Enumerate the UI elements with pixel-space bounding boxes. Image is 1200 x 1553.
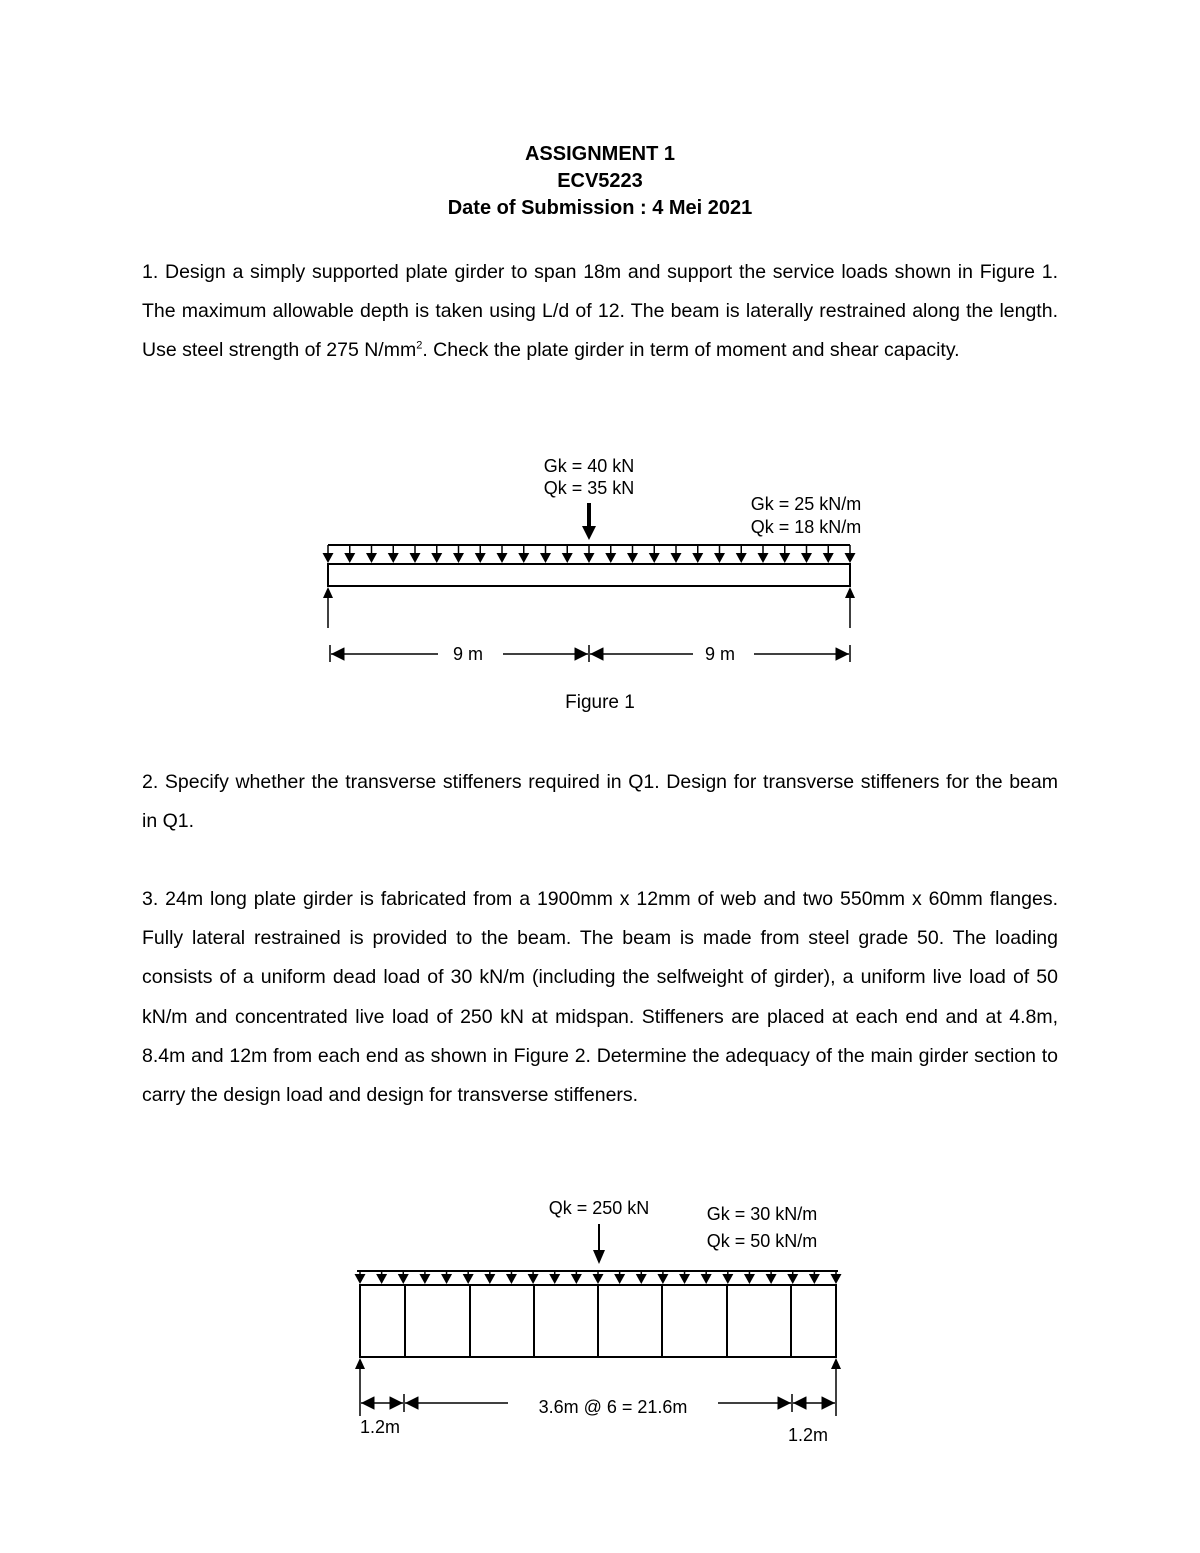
udl-arrowhead — [484, 1274, 495, 1284]
udl-arrowhead — [701, 1274, 712, 1284]
udl-arrowhead — [779, 553, 790, 563]
figure-1-support-right-arrow — [845, 587, 855, 598]
question-2: 2. Specify whether the transverse stiffeners required in Q1. Design for transverse stiffeners for the beam in Q1. — [142, 771, 1058, 833]
udl-arrowhead — [410, 553, 421, 563]
udl-arrowhead — [571, 1274, 582, 1284]
udl-arrowhead — [605, 553, 616, 563]
question-1-text: 1. Design a simply supported plate girder to span 18m and support the service loads shown in Figure 1. The maximum allowable depth is taken using L/d of 12. The beam is laterally restrained along the length. Use steel strength of 275 N/mm — [142, 261, 1058, 362]
udl-arrowhead — [431, 553, 442, 563]
udl-arrowhead — [766, 1274, 777, 1284]
figure-1-point-gk: Gk = 40 kN — [543, 456, 635, 476]
udl-arrowhead — [636, 1274, 647, 1284]
udl-arrowhead — [714, 553, 725, 563]
figure-2-point-qk: Qk = 250 kN — [548, 1198, 650, 1218]
udl-arrowhead — [627, 553, 638, 563]
udl-arrowhead — [758, 553, 769, 563]
figure-2-udl-gk: Gk = 30 kN/m — [706, 1204, 818, 1224]
submission-date: Date of Submission : 4 Mei 2021 — [447, 197, 753, 219]
figure-1-udl-qk: Qk = 18 kN/m — [750, 517, 862, 537]
course-code: ECV5223 — [557, 170, 643, 192]
figure-2-dim-right-label: 1.2m — [787, 1425, 829, 1445]
udl-arrowhead — [376, 1274, 387, 1284]
udl-arrowhead — [593, 1274, 604, 1284]
figure-2-dim-left-label: 1.2m — [359, 1417, 401, 1437]
udl-arrowhead — [323, 553, 334, 563]
figure-1-beam — [328, 564, 850, 586]
udl-arrowhead — [549, 1274, 560, 1284]
udl-arrowhead — [344, 553, 355, 563]
udl-arrowhead — [801, 553, 812, 563]
udl-arrowhead — [355, 1274, 366, 1284]
figure-2-udl-qk: Qk = 50 kN/m — [706, 1231, 818, 1251]
udl-arrowhead — [692, 553, 703, 563]
udl-arrowhead — [823, 553, 834, 563]
figure-2-support-right-arrow — [831, 1358, 841, 1369]
figure-1-dim-right-label: 9 m — [704, 644, 736, 664]
figure-1-udl-arrows — [323, 545, 856, 563]
figure-2-udl-arrows — [355, 1271, 842, 1284]
udl-arrowhead — [679, 1274, 690, 1284]
figure-1-support-left-arrow — [323, 587, 333, 598]
udl-arrowhead — [787, 1274, 798, 1284]
figure-2-stiffeners — [405, 1285, 791, 1357]
udl-arrowhead — [584, 553, 595, 563]
figure-1-udl-gk: Gk = 25 kN/m — [750, 494, 862, 514]
udl-arrowhead — [506, 1274, 517, 1284]
udl-arrowhead — [657, 1274, 668, 1284]
figure-2-support-left-arrow — [355, 1358, 365, 1369]
udl-arrowhead — [518, 553, 529, 563]
assignment-title: ASSIGNMENT 1 — [524, 143, 676, 165]
udl-arrowhead — [463, 1274, 474, 1284]
udl-arrowhead — [722, 1274, 733, 1284]
udl-arrowhead — [475, 553, 486, 563]
udl-arrowhead — [736, 553, 747, 563]
figure-1-dim-left-label: 9 m — [452, 644, 484, 664]
udl-arrowhead — [744, 1274, 755, 1284]
udl-arrowhead — [562, 553, 573, 563]
question-1-superscript: 2 — [416, 339, 423, 352]
udl-arrowhead — [528, 1274, 539, 1284]
figure-1-caption: Figure 1 — [565, 692, 635, 713]
udl-arrowhead — [441, 1274, 452, 1284]
udl-arrowhead — [671, 553, 682, 563]
figure-2-point-load-arrowhead — [593, 1250, 605, 1264]
udl-arrowhead — [614, 1274, 625, 1284]
udl-arrowhead — [540, 553, 551, 563]
figure-1-point-load-arrowhead — [582, 526, 596, 540]
udl-arrowhead — [388, 553, 399, 563]
udl-arrowhead — [809, 1274, 820, 1284]
figure-2-dim-middle-label: 3.6m @ 6 = 21.6m — [538, 1397, 688, 1417]
question-3: 3. 24m long plate girder is fabricated from a 1900mm x 12mm of web and two 550mm x 60mm flanges. Fully lateral restrained is provided to the beam. The beam is made from steel grade 50. The loading consists of a uniform dead load of 30 kN/m (including the selfweight of girder), a uniform live load of 50 kN/m and concentrated live load of 250 kN at midspan. Stiffeners are placed at each end and at 4.8m, 8.4m and 12m from each end as shown in Figure 2. Determine the adequacy of the main girder section to carry the design load and design for transverse stiffeners. — [142, 888, 1058, 1107]
udl-arrowhead — [497, 553, 508, 563]
udl-arrowhead — [831, 1274, 842, 1284]
udl-arrowhead — [419, 1274, 430, 1284]
question-1-text-end: . Check the plate girder in term of moment and shear capacity. — [422, 339, 960, 362]
udl-arrowhead — [649, 553, 660, 563]
udl-arrowhead — [453, 553, 464, 563]
udl-arrowhead — [366, 553, 377, 563]
udl-arrowhead — [845, 553, 856, 563]
udl-arrowhead — [398, 1274, 409, 1284]
figure-1-point-qk: Qk = 35 kN — [543, 478, 635, 498]
